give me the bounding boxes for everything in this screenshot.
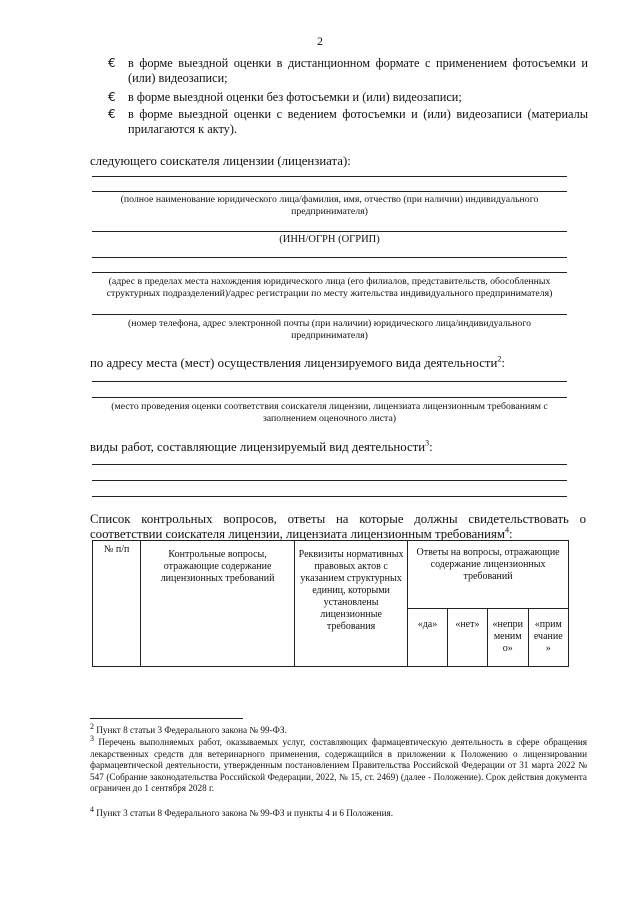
page-number: 2 xyxy=(317,34,323,48)
works-heading-text: виды работ, составляющие лицензируемый вид деятельности xyxy=(90,440,426,454)
checklist-title-text: соответствии соискателя лицензии, лицензиата лицензионным требованиям xyxy=(90,527,505,541)
fill-line xyxy=(92,272,567,273)
footnote-separator xyxy=(90,718,243,719)
caption-address: (адрес в пределах места нахождения юридического лица (его филиалов, представительств, обособленных структурных подразделений)/адрес регистрации по месту жительства индивидуального предпринимателя) xyxy=(106,276,553,299)
footnote-ref: 3 xyxy=(425,438,430,448)
bullet-text: в форме выездной оценки в дистанционном формате с применением фотосъемки и (или) видеозаписи; xyxy=(128,56,588,85)
header-answer-note: «прим ечание » xyxy=(528,609,569,667)
fill-line xyxy=(92,464,567,465)
address-heading: по адресу места (мест) осуществления лицензируемого вида деятельности$^2$: xyxy=(90,354,505,370)
header-requisites: Реквизиты нормативных правовых актов с указанием структурных единиц, которыми установлены лицензионные требования xyxy=(295,541,408,667)
bullet-item-with-photo xyxy=(108,107,588,137)
bullet-text: в форме выездной оценки без фотосъемки и (или) видеозаписи; xyxy=(128,90,462,104)
footnote-text: Пункт 8 статьи 3 Федерального закона № 99-ФЗ. xyxy=(96,725,287,735)
checklist-table xyxy=(92,540,569,667)
footnote-number: 4 xyxy=(90,804,94,814)
euro-bullet-icon: € xyxy=(108,90,116,104)
header-number: № п/п xyxy=(93,541,141,667)
euro-bullet-icon: € xyxy=(108,107,116,121)
caption-contacts: (номер телефона, адрес электронной почты (при наличии) юридического лица/индивидуального предпринимателя) xyxy=(127,318,531,341)
footnote-3 xyxy=(90,733,587,795)
euro-bullet-icon: € xyxy=(108,56,116,70)
fill-line xyxy=(92,397,567,398)
bullet-item-remote xyxy=(108,56,588,86)
bullet-item-no-photo xyxy=(108,90,588,105)
footnote-4 xyxy=(90,804,587,820)
footnote-2 xyxy=(90,721,587,737)
bullet-text: в форме выездной оценки с ведением фотосъемки и (или) видеозаписи (материалы прилагаются к акту). xyxy=(128,107,588,136)
footnote-ref: 2 xyxy=(497,354,502,364)
header-answer-yes: «да» xyxy=(408,609,448,667)
footnote-number: 2 xyxy=(90,721,94,731)
address-heading-text: по адресу места (мест) осуществления лицензируемого вида деятельности xyxy=(90,356,498,370)
fill-line xyxy=(92,381,567,382)
caption-place: (место проведения оценки соответствия соискателя лицензии, лицензиата лицензионным требованиям с заполнением оценочного листа) xyxy=(111,401,548,424)
caption-name: (полное наименование юридического лица/фамилия, имя, отчество (при наличии) индивидуального предпринимателя) xyxy=(120,194,539,217)
checklist-title-line1: Список контрольных вопросов, ответы на которые должны свидетельствовать о xyxy=(90,512,586,526)
fill-line xyxy=(92,231,567,232)
fill-line xyxy=(92,480,567,481)
fill-line xyxy=(92,191,567,192)
fill-line xyxy=(92,257,567,258)
caption-inn: (ИНН/ОГРН (ОГРИП) xyxy=(279,234,380,245)
footnote-ref: 4 xyxy=(504,525,509,535)
header-questions: Контрольные вопросы, отражающие содержание лицензионных требований xyxy=(141,541,295,667)
fill-line xyxy=(92,496,567,497)
footnote-text: Пункт 3 статьи 8 Федерального закона № 99-ФЗ и пункты 4 и 6 Положения. xyxy=(96,808,394,818)
header-answer-na: «непри меним о» xyxy=(487,609,528,667)
works-heading: виды работ, составляющие лицензируемый вид деятельности$^3$: xyxy=(90,438,433,454)
checklist-title-line2: соответствии соискателя лицензии, лицензиата лицензионным требованиям$^4$: xyxy=(90,525,513,541)
footnote-text: Перечень выполняемых работ, оказываемых услуг, составляющих фармацевтическую деятельность в сфере обращения лекарственных средств для ветеринарного применения, содержащийся в приложении к Положению о лицензировании фармацевтической деятельности, утвержденным постановлением Правительства Российской Федерации от 31 марта 2022 № 547 (Собрание законодательства Российской Федерации, 2022, № 15, ст. 2469) (далее - Положение). Срок действия документа ограничен до 1 сентября 2028 г. xyxy=(90,737,587,793)
header-answer-no: «нет» xyxy=(447,609,487,667)
footnote-number: 3 xyxy=(90,733,94,743)
applicant-heading: следующего соискателя лицензии (лицензиата): xyxy=(90,154,351,168)
fill-line xyxy=(92,314,567,315)
fill-line xyxy=(92,176,567,177)
header-answers: Ответы на вопросы, отражающие содержание лицензионных требований xyxy=(408,541,569,609)
